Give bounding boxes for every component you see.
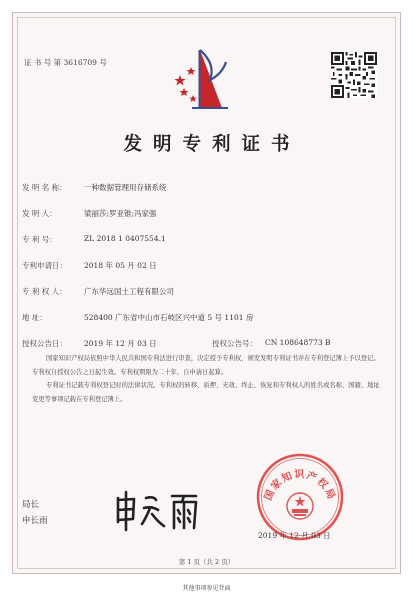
national-emblem [287,493,313,519]
patent-office-emblem [170,44,230,112]
field-value-inventors: 梁丽莎;罗亚锥;冯家强 [84,209,157,218]
field-value-invention-name: 一种数据管理用存储系统 [84,183,167,192]
field-label-invention-name: 发 明 名 称： [22,183,67,192]
certificate-number: 证 书 号 第 3616709 号 [24,58,107,67]
handwritten-signature [112,488,202,532]
footer-note: 其他事项参见背面 [182,585,231,592]
emblem-star-4 [189,95,197,102]
signatory-name: 申长雨 [22,516,48,526]
emblem-mast [199,50,201,108]
emblem-star-1 [174,75,185,85]
body-paragraph-legal-status: 专利证书记载专利权登记时的法律状况。专利权的转移、质押、无效、终止、恢复和专利权人的姓名或名称、国籍、地址变更等事项记载在专利登记簿上。 [32,382,380,403]
page-number: 第 1 页（共 2 页） [178,558,235,566]
field-label-address: 地 址： [22,313,47,322]
certificate-title: 发明专利证书 [123,134,301,155]
body-paragraph-grant: 国家知识产权局依照中华人民共和国专利法进行审查，决定授予专利权，颁发发明专利证书并在专利登记簿上予以登记。专利权自授权公告之日起生效。专利权期限为二十年，自申请日起算。 [32,355,380,376]
signing-date: 2019 年 12 月 03 日 [258,531,331,540]
field-label-patent-number: 专 利 号： [22,235,57,244]
certificate-body [32,352,384,406]
announcement-date-label: 授权公告日： [22,339,67,348]
signatory-title: 局长 [22,500,40,510]
field-label-patentee: 专 利 权 人： [22,287,67,296]
field-value-patent-number: ZL 2018 1 0407554.1 [84,234,166,243]
emblem-star-2 [180,88,189,96]
field-label-application-date: 专利申请日： [22,261,67,270]
official-seal [255,452,345,542]
field-value-application-date: 2018 年 05 月 02 日 [84,261,157,270]
announcement-number-label: 授权公告号： [212,339,257,348]
qr-code [331,52,377,98]
field-label-inventors: 发 明 人： [22,209,57,218]
field-value-address: 528400 广东省中山市石岐区兴中道 5 号 1101 房 [84,313,254,322]
field-value-patentee: 广东华远国土工程有限公司 [84,287,174,296]
emblem-star-3 [187,67,196,75]
announcement-number-value: CN 108648773 B [265,338,331,347]
announcement-date-value: 2019 年 12 月 03 日 [84,339,157,348]
seal-text: 国家知识产权局 [262,469,338,503]
